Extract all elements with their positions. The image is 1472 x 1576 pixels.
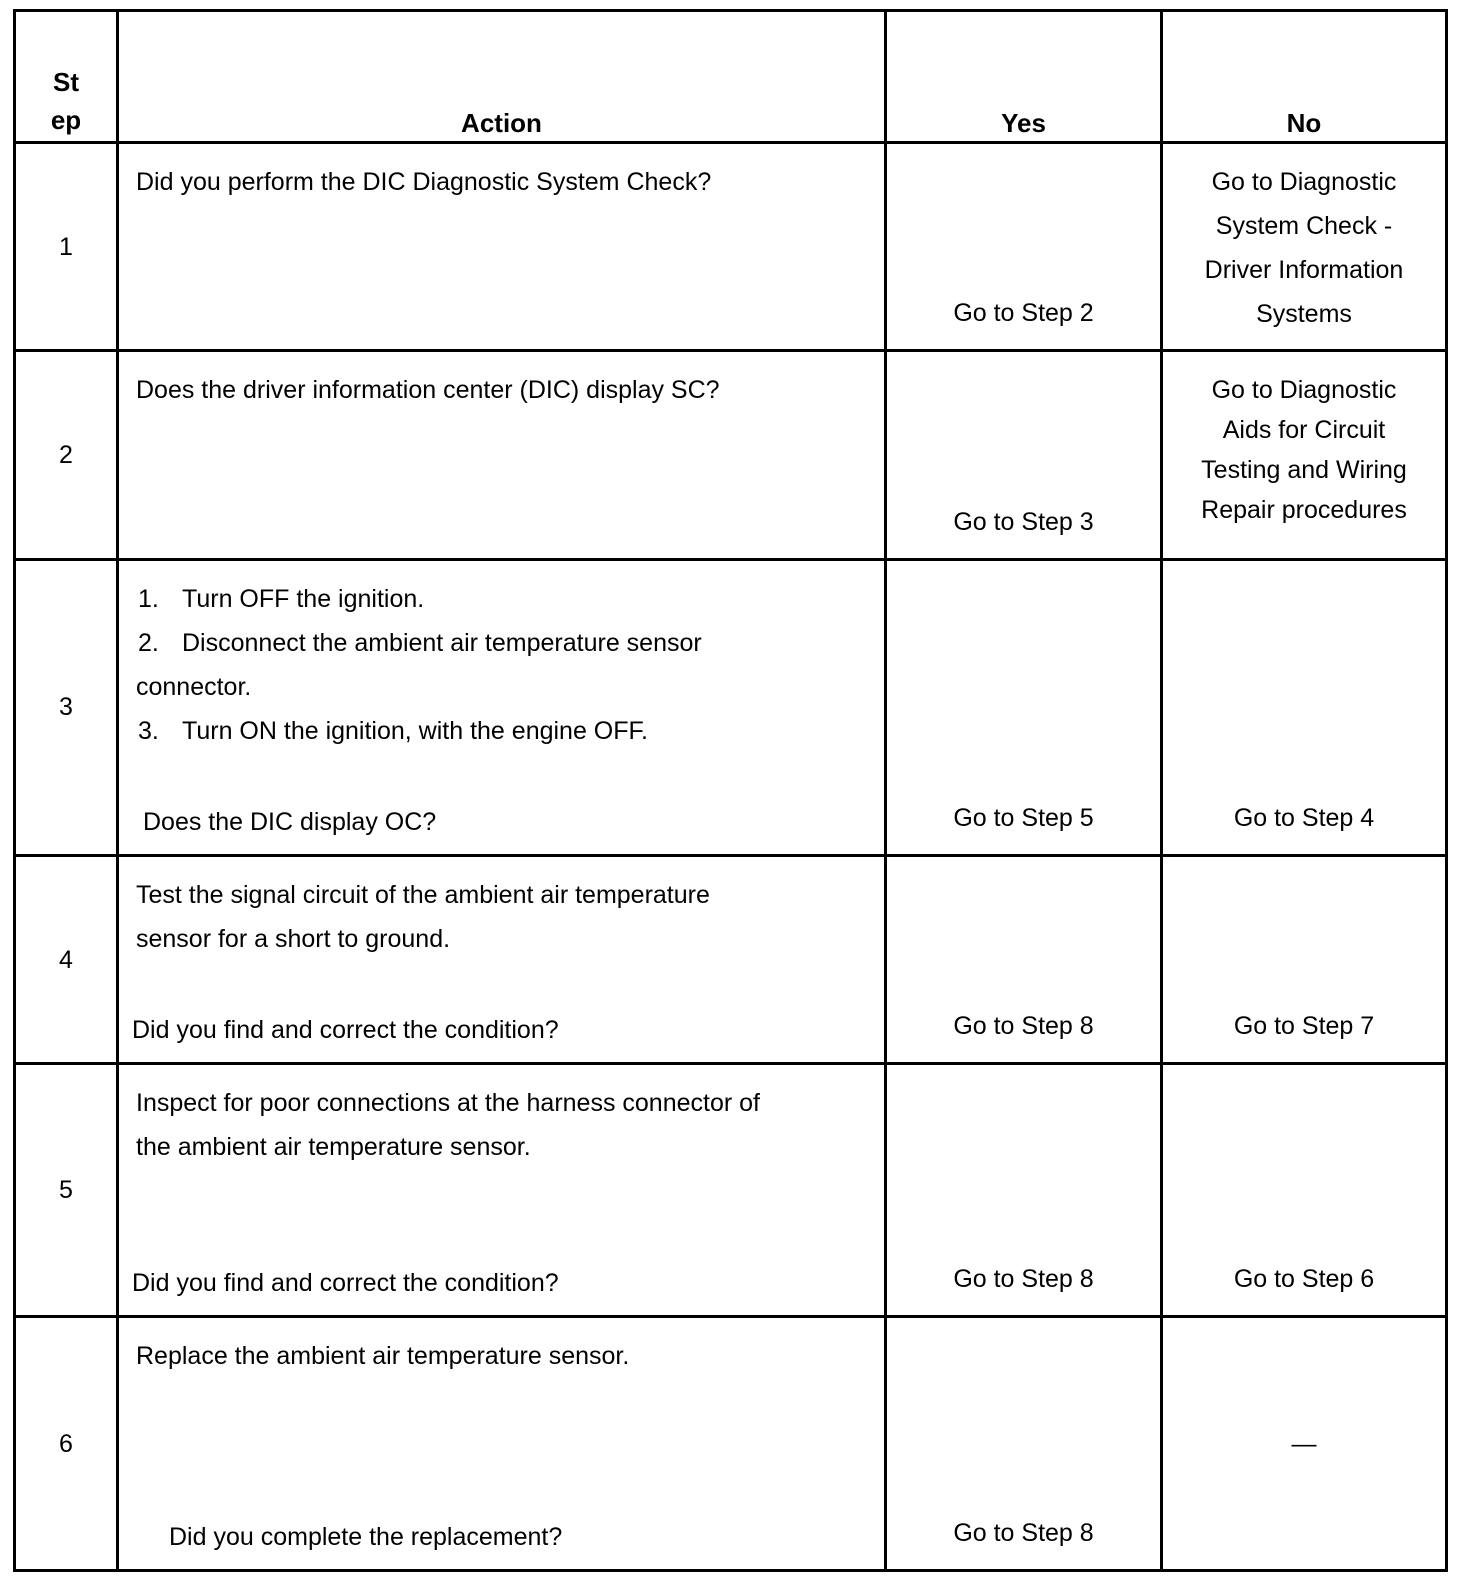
no-cell [1162,559,1447,855]
list-item-text: Turn OFF the ignition. [182,584,425,613]
no-result: Go to Step 7 [1233,1012,1375,1041]
step-number: 6 [15,1317,118,1571]
action-cell [118,1064,886,1317]
no-cell [1162,351,1447,559]
list-item-number: 2. [138,628,159,657]
no-result: Go to Step 4 [1233,803,1375,832]
step-number: 2 [15,351,118,559]
yes-cell [886,855,1162,1063]
list-item-number: 3. [138,716,159,745]
action-question: Did you find and correct the condition? [132,1269,559,1298]
no-line: Driver Information [1204,255,1404,284]
yes-result: Go to Step 8 [953,1012,1094,1041]
step-column-header [15,11,118,143]
table-row [15,1064,1447,1317]
table-row [15,142,1447,350]
action-question: Did you find and correct the condition? [132,1016,559,1045]
yes-cell [886,1317,1162,1571]
step-number: 3 [15,559,118,855]
no-cell [1162,1064,1447,1317]
no-result: — [1291,1429,1317,1458]
table-row [15,559,1447,855]
header-row [15,11,1447,143]
action-column-header: Action [118,11,886,143]
no-line: Repair procedures [1201,496,1407,525]
list-item-text: Disconnect the ambient air temperature sensor [182,628,702,657]
list-item [136,577,876,621]
action-line: Does the driver information center (DIC) display SC? [136,376,720,405]
yes-column-header: Yes [886,11,1162,143]
diagnostic-steps-table [13,9,1448,1572]
action-cell [118,855,886,1063]
step-header-line1: St [53,66,79,97]
list-item [136,621,876,665]
yes-result: Go to Step 3 [953,507,1094,536]
action-question: Does the DIC display OC? [143,807,437,836]
list-item [136,709,876,753]
yes-cell [886,351,1162,559]
no-line: System Check - [1215,211,1393,240]
table-row [15,1317,1447,1571]
step-header-line2: ep [50,104,82,135]
yes-result: Go to Step 2 [953,299,1094,328]
no-line: Go to Diagnostic [1211,167,1397,196]
yes-cell [886,1064,1162,1317]
list-item-continuation [136,665,876,709]
action-text [136,368,876,412]
action-line: Test the signal circuit of the ambient air temperature [136,880,710,909]
no-line: Go to Diagnostic [1211,376,1397,405]
list-item-text: connector. [136,672,252,701]
yes-cell [886,142,1162,350]
step-number: 1 [15,142,118,350]
no-line: Testing and Wiring [1201,456,1407,485]
yes-result: Go to Step 8 [953,1519,1094,1547]
table-row [15,351,1447,559]
no-result [1163,160,1445,336]
yes-result: Go to Step 5 [953,803,1094,832]
action-question: Did you complete the replacement? [169,1523,563,1551]
list-item-text: Turn ON the ignition, with the engine OFF. [182,716,648,745]
no-line: Systems [1256,299,1352,328]
list-item-number: 1. [138,584,159,613]
step-number: 4 [15,855,118,1063]
action-text [136,1081,876,1169]
action-line: sensor for a short to ground. [136,924,451,953]
action-cell [118,351,886,559]
table-row [15,855,1447,1063]
action-cell [118,559,886,855]
step-number: 5 [15,1064,118,1317]
yes-cell [886,559,1162,855]
no-cell [1162,855,1447,1063]
action-text [136,160,876,204]
action-cell [118,1317,886,1571]
yes-result: Go to Step 8 [953,1265,1094,1294]
action-text [136,577,876,753]
action-cell [118,142,886,350]
action-steps-list [136,577,876,753]
action-text [136,873,876,961]
action-line: the ambient air temperature sensor. [136,1133,531,1162]
no-result [1163,370,1445,530]
action-line: Inspect for poor connections at the harness connector of [136,1089,760,1118]
action-line: Replace the ambient air temperature sensor. [136,1342,630,1371]
no-cell [1162,1317,1447,1571]
no-column-header: No [1162,11,1447,143]
action-line: Did you perform the DIC Diagnostic System Check? [136,167,712,196]
no-cell [1162,142,1447,350]
no-result: Go to Step 6 [1233,1265,1375,1294]
action-text [136,1334,876,1378]
no-line: Aids for Circuit [1222,416,1386,445]
